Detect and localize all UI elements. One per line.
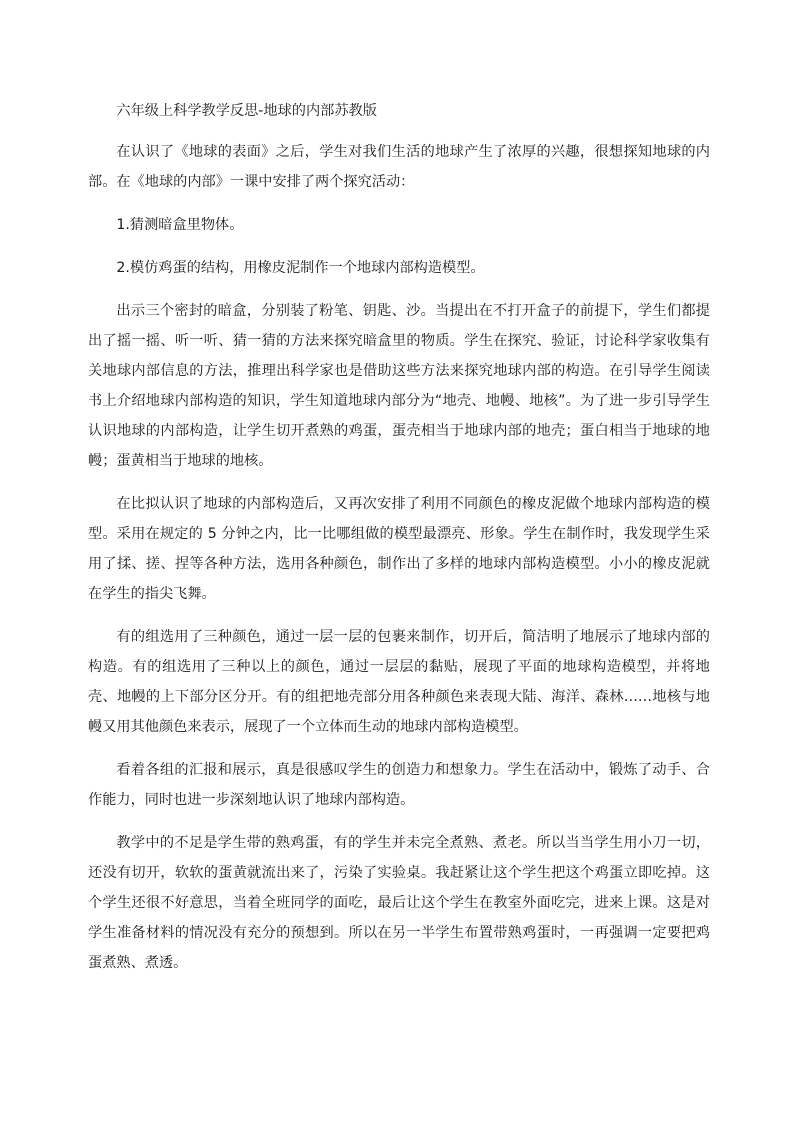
paragraph-activity-1: 1.猜测暗盒里物体。 — [116, 217, 244, 233]
paragraph-reflection: 看着各组的汇报和展示，真是很感叹学生的创造力和想象力。学生在活动中，锻炼了动手、合作能力，同时也进一步深刻地认识了地球内部构造。 — [88, 762, 710, 808]
paragraph-model-making: 在比拟认识了地球的内部构造后，又再次安排了利用不同颜色的橡皮泥做个地球内部构造的模型。采用在规定的 5 分钟之内，比一比哪组做的模型最漂亮、形象。学生在制作时，我发现学生采用了揉、搓、捏等各种方法，选用各种颜色，制作出了多样的地球内部构造模型。小小的橡皮泥就在学生的指尖飞舞。 — [88, 496, 710, 602]
paragraph-group-models: 有的组选用了三种颜色，通过一层一层的包裹来制作，切开后，简洁明了地展示了地球内部的构造。有的组选用了三种以上的颜色，通过一层层的黏贴，展现了平面的地球构造模型，并将地壳、地幔的上下部分区分开。有的组把地壳部分用各种颜色来表现大陆、海洋、森林……地核与地幔又用其他颜色来表示，展现了一个立体而生动的地球内部构造模型。 — [88, 629, 710, 735]
paragraph-activity-2: 2.模仿鸡蛋的结构，用橡皮泥制作一个地球内部构造模型。 — [116, 260, 485, 276]
paragraph-intro: 在认识了《地球的表面》之后，学生对我们生活的地球产生了浓厚的兴趣，很想探知地球的内部。在《地球的内部》一课中安排了两个探究活动： — [88, 144, 710, 190]
paragraph-dark-box: 出示三个密封的暗盒，分别装了粉笔、钥匙、沙。当提出在不打开盒子的前提下，学生们都提出了摇一摇、听一听、猜一猜的方法来探究暗盒里的物质。学生在探究、验证，讨论科学家收集有关地球内部信息的方法，推理出科学家也是借助这些方法来探究地球内部的构造。在引导学生阅读书上介绍地球内部构造的知识，学生知道地球内部分为“地壳、地幔、地核”。为了进一步引导学生认识地球的内部构造，让学生切开煮熟的鸡蛋，蛋壳相当于地球内部的地壳；蛋白相当于地球的地幔；蛋黄相当于地球的地核。 — [88, 303, 710, 469]
document-title: 六年级上科学教学反思-地球的内部苏教版 — [116, 103, 377, 119]
paragraph-shortcoming: 教学中的不足是学生带的熟鸡蛋，有的学生并未完全煮熟、煮老。所以当当学生用小刀一切，还没有切开，软软的蛋黄就流出来了，污染了实验桌。我赶紧让这个学生把这个鸡蛋立即吃掉。这个学生还很不好意思，当着全班同学的面吃，最后让这个学生在教室外面吃完，进来上课。这是对学生准备材料的情况没有充分的预想到。所以在另一半学生布置带熟鸡蛋时，一再强调一定要把鸡蛋煮熟、煮透。 — [88, 835, 710, 971]
document-body — [88, 96, 710, 991]
